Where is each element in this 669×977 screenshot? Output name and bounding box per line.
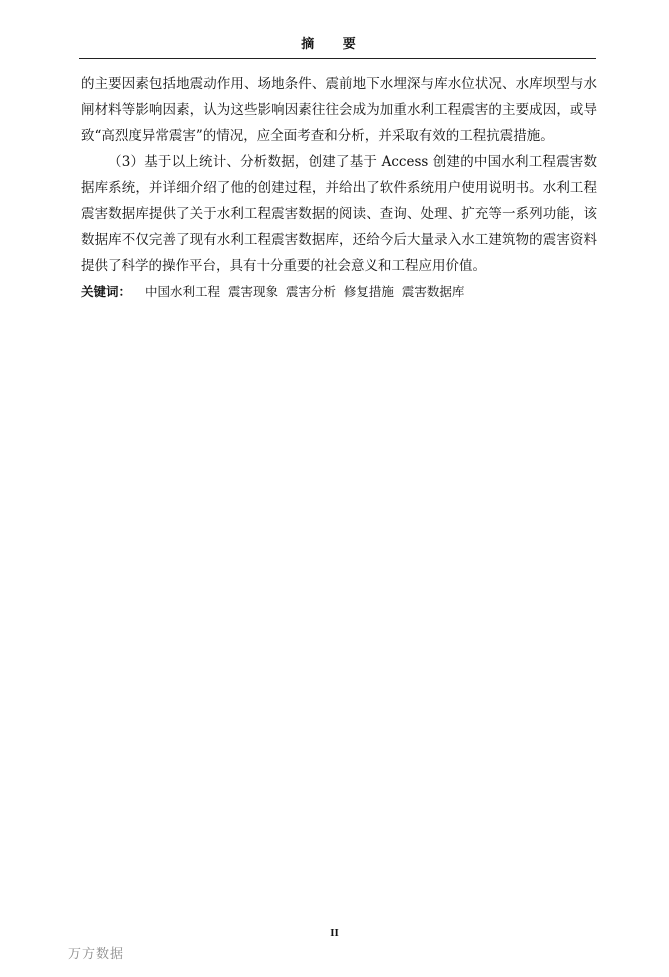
keywords-label: 关键词： [81, 284, 132, 299]
page-header-title: 摘 要 [301, 37, 368, 52]
watermark: 万方数据 [68, 947, 125, 962]
keywords-line [81, 283, 597, 301]
keywords-value: 中国水利工程 震害现象 震害分析 修复措施 震害数据库 [145, 284, 465, 299]
abstract-body [81, 71, 597, 301]
header-divider [79, 58, 596, 59]
paragraph-continued: 的主要因素包括地震动作用、场地条件、震前地下水埋深与库水位状况、水库坝型与水闸材料等影响因素，认为这些影响因素往往会成为加重水利工程震害的主要成因，或导致“高烈度异常震害”的情况，应全面考查和分析，并采取有效的工程抗震措施。 [81, 76, 597, 144]
page-number: II [330, 927, 339, 939]
paragraph-item-3: （3）基于以上统计、分析数据，创建了基于 Access 创建的中国水利工程震害数据库系统，并详细介绍了他的创建过程，并给出了软件系统用户使用说明书。水利工程震害数据库提供了关于水利工程震害数据的阅读、查询、处理、扩充等一系列功能，该数据库不仅完善了现有水利工程震害数据库，还给今后大量录入水工建筑物的震害资料提供了科学的操作平台，具有十分重要的社会意义和工程应用价值。 [81, 154, 597, 274]
